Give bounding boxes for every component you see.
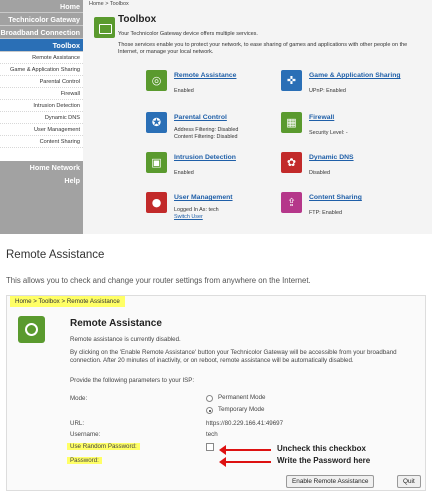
service-status bbox=[174, 207, 219, 221]
sidebar bbox=[0, 0, 83, 234]
lifebuoy-icon[interactable]: ◎ bbox=[146, 70, 167, 91]
arrow-icon bbox=[225, 449, 271, 451]
service-title-link[interactable]: Game & Application Sharing bbox=[309, 72, 401, 79]
breadcrumb: Home > Toolbox bbox=[89, 1, 129, 7]
arrow-icon bbox=[225, 461, 271, 463]
service-intrusion-detection bbox=[146, 152, 291, 182]
service-title-link[interactable]: User Management bbox=[174, 194, 233, 201]
url-label: URL: bbox=[70, 420, 85, 427]
toolbox-description-detail: Those services enable you to protect your network, to ease sharing of games and applications with other people on the Internet, or manage your local network. bbox=[118, 42, 408, 55]
nav-home[interactable]: Home bbox=[0, 0, 83, 13]
toolbox-description: Your Technicolor Gateway device offers multiple services. bbox=[118, 31, 258, 37]
service-status: Security Level: - bbox=[309, 130, 348, 136]
shield-icon[interactable]: ✪ bbox=[146, 112, 167, 133]
nav-sub-remote-assistance[interactable]: Remote Assistance bbox=[0, 52, 83, 64]
nav-sub-parental-control[interactable]: Parental Control bbox=[0, 76, 83, 88]
random-password-label: Use Random Password: bbox=[67, 443, 140, 450]
nav-broadband-connection[interactable]: Broadband Connection bbox=[0, 26, 83, 39]
logged-in-status: Logged In As: tech bbox=[174, 207, 219, 213]
gamepad-icon[interactable]: ✜ bbox=[281, 70, 302, 91]
page-heading: Remote Assistance bbox=[6, 249, 105, 261]
nav-toolbox[interactable]: Toolbox bbox=[0, 39, 83, 52]
nav-sub-user-management[interactable]: User Management bbox=[0, 124, 83, 136]
service-status bbox=[174, 127, 238, 141]
service-status: Enabled bbox=[174, 170, 194, 176]
params-text: Provide the following parameters to your ISP: bbox=[70, 377, 195, 384]
password-label: Password: bbox=[67, 457, 102, 464]
temporary-mode-radio[interactable] bbox=[206, 407, 213, 414]
random-password-checkbox[interactable] bbox=[206, 443, 214, 451]
nav-sub-firewall[interactable]: Firewall bbox=[0, 88, 83, 100]
service-title-link[interactable]: Parental Control bbox=[174, 114, 227, 121]
page-subtitle: This allows you to check and change your router settings from anywhere on the Internet. bbox=[6, 276, 311, 285]
quit-button[interactable]: Quit bbox=[397, 475, 421, 488]
share-icon[interactable]: ⇪ bbox=[281, 192, 302, 213]
status-text: Remote assistance is currently disabled. bbox=[70, 336, 181, 343]
remote-assistance-screenshot bbox=[6, 295, 426, 491]
switch-user-link[interactable]: Switch User bbox=[174, 214, 203, 220]
annotation-uncheck: Uncheck this checkbox bbox=[277, 444, 366, 453]
nav-sub-game-app-sharing[interactable]: Game & Application Sharing bbox=[0, 64, 83, 76]
temporary-mode-label: Temporary Mode bbox=[218, 406, 265, 413]
toolbox-icon bbox=[94, 17, 115, 38]
service-title-link[interactable]: Intrusion Detection bbox=[174, 154, 236, 161]
enable-remote-assistance-button[interactable]: Enable Remote Assistance bbox=[286, 475, 374, 488]
monitor-icon[interactable]: ▣ bbox=[146, 152, 167, 173]
firewall-icon[interactable]: ▦ bbox=[281, 112, 302, 133]
nav-bottom-group bbox=[0, 161, 83, 234]
nav-sub-dynamic-dns[interactable]: Dynamic DNS bbox=[0, 112, 83, 124]
service-user-management bbox=[146, 192, 291, 222]
service-status: FTP: Enabled bbox=[309, 210, 342, 216]
username-label: Username: bbox=[70, 431, 101, 438]
permanent-mode-radio[interactable] bbox=[206, 395, 213, 402]
address-filtering-status: Address Filtering: Disabled bbox=[174, 127, 239, 133]
user-icon[interactable]: ● bbox=[146, 192, 167, 213]
nav-sub-intrusion-detection[interactable]: Intrusion Detection bbox=[0, 100, 83, 112]
annotation-password: Write the Password here bbox=[277, 456, 371, 465]
permanent-mode-label: Permanent Mode bbox=[218, 394, 266, 401]
toolbox-content bbox=[83, 0, 432, 234]
content-filtering-status: Content Filtering: Disabled bbox=[174, 134, 238, 140]
service-title-link[interactable]: Content Sharing bbox=[309, 194, 362, 201]
info-text: By clicking on the 'Enable Remote Assistance' button your Technicolor Gateway will be accessible from your broadband connection. After 20 minutes of inactivity, or on reboot, remote assistance will be automatically disabled. bbox=[70, 349, 397, 364]
service-firewall bbox=[281, 112, 426, 142]
section-title: Remote Assistance bbox=[70, 318, 162, 329]
username-value: tech bbox=[206, 431, 218, 438]
service-status: Enabled bbox=[174, 88, 194, 94]
nav-home-network[interactable]: Home Network bbox=[29, 163, 80, 172]
nav-technicolor-gateway[interactable]: Technicolor Gateway bbox=[0, 13, 83, 26]
service-title-link[interactable]: Firewall bbox=[309, 114, 335, 121]
service-title-link[interactable]: Remote Assistance bbox=[174, 72, 237, 79]
service-remote-assistance bbox=[146, 70, 291, 100]
service-status: Disabled bbox=[309, 170, 330, 176]
page-title: Toolbox bbox=[118, 14, 157, 25]
service-game-app-sharing bbox=[281, 70, 426, 100]
toolbox-screenshot bbox=[0, 0, 432, 234]
service-status: UPnP: Enabled bbox=[309, 88, 346, 94]
mode-label: Mode: bbox=[70, 395, 88, 402]
service-title-link[interactable]: Dynamic DNS bbox=[309, 154, 354, 161]
service-content-sharing bbox=[281, 192, 426, 222]
nav-sub-content-sharing[interactable]: Content Sharing bbox=[0, 136, 83, 148]
url-value: https://80.229.166.41:49697 bbox=[206, 420, 284, 427]
breadcrumb: Home > Toolbox > Remote Assistance bbox=[10, 296, 125, 307]
service-parental-control bbox=[146, 112, 291, 142]
lifebuoy-icon bbox=[18, 316, 45, 343]
nav-help[interactable]: Help bbox=[64, 176, 80, 185]
service-dynamic-dns bbox=[281, 152, 426, 182]
dns-icon[interactable]: ✿ bbox=[281, 152, 302, 173]
